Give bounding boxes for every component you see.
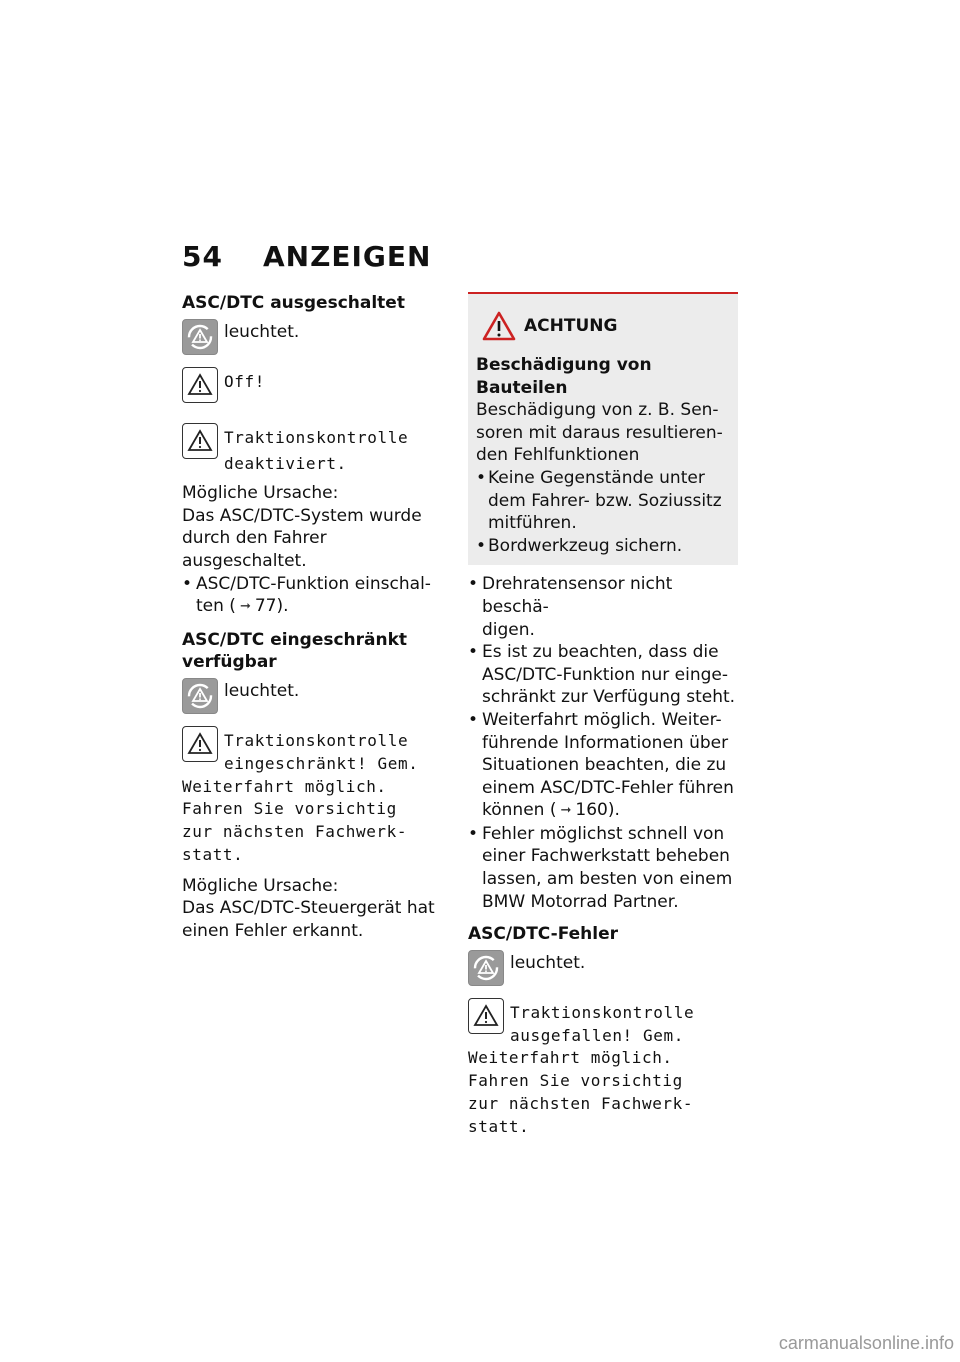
list-item: • Es ist zu beachten, dass die ASC/DTC-Funktion nur einge- schränkt zur Verfügung steht. — [468, 641, 738, 709]
right-column: ACHTUNG Beschädigung von Bauteilen Beschädigung von z. B. Sen- soren mit daraus resultieren- den Fehlfunktionen • Keine Gegenstände unter dem Fahrer- bzw. Soziussitz mitführen. • Bordwerkzeug sichern. • Drehratensensor nicht beschä- digen. • Es ist zu beachten, dass die ASC/DTC-Funktion nur einge- schränkt zur Verfügung steht. • Weiterfahrt möglich. Weiter- führende Informationen über Situationen beachten, die zu einem ASC/DTC-Fehler führen können ( ➞ 160). • Fehler möglichst schnell von einer Fachwerkstatt beheben lassen, am besten von einem BMW Motorrad Partner. ASC/DTC-Fehler leuchtet. Traktionskontrolle ausgefallen! Gem. Weiterfahrt möglich. Fahren Sie vorsichtig zur nächsten Fachwerk- statt. — [468, 292, 738, 1139]
display-row — [182, 423, 452, 477]
page-number: 54 — [182, 240, 223, 273]
display-text-off: Off! — [224, 371, 265, 391]
section-title-asc-off: ASC/DTC ausgeschaltet — [182, 293, 405, 313]
indicator-row — [182, 319, 452, 355]
warning-triangle-icon — [482, 310, 516, 342]
list-item: • Fehler möglichst schnell von einer Fachwerkstatt beheben lassen, am besten von einem BMW Motorrad Partner. — [468, 823, 738, 913]
list-item: • Weiterfahrt möglich. Weiter- führende Informationen über Situationen beachten, die zu einem ASC/DTC-Fehler führen können ( ➞ 160). — [468, 709, 738, 823]
warning-label: ACHTUNG — [524, 316, 618, 336]
list-item: • Bordwerkzeug sichern. — [476, 535, 730, 558]
indicator-row — [182, 678, 452, 714]
left-column: ASC/DTC ausgeschaltet leuchtet. Off! Traktionskontrolle deaktiviert. Mögliche Ursache: Das ASC/DTC-System wurde durch den Fahrer ausgeschaltet. • ASC/DTC-Funktion einschal- ten ( ➞ 77). ASC/DTC eingeschränkt verfügbar leuchtet. Traktionskontrolle eingeschränkt! Gem. Weiterfahrt möglich. Fahren Sie vorsichtig zur nächsten Fachwerk- statt. Mögliche Ursache: Das ASC/DTC-Steuergerät hat einen Fehler erkannt. — [182, 292, 452, 943]
warning-title: Beschädigung von Bauteilen — [476, 355, 652, 398]
page-reference-link[interactable]: 77 — [254, 596, 277, 617]
indicator-row — [468, 950, 738, 986]
bullet-list — [182, 573, 452, 619]
section-title-asc-limited: ASC/DTC eingeschränkt verfügbar — [182, 629, 408, 673]
warning-header — [482, 310, 730, 342]
lamp-text: leuchtet. — [224, 321, 300, 342]
page-reference-link[interactable]: 160 — [575, 800, 608, 821]
asc-dtc-indicator-icon — [182, 678, 218, 714]
lamp-text: leuchtet. — [224, 680, 300, 701]
display-row — [468, 998, 738, 1048]
page-reference-arrow-icon: ➞ — [560, 803, 572, 819]
asc-dtc-indicator-icon — [182, 319, 218, 355]
display-row — [182, 726, 452, 776]
warning-triangle-icon — [182, 726, 218, 762]
display-message: Traktionskontrolle deaktiviert. — [224, 427, 409, 474]
lamp-text: leuchtet. — [510, 952, 586, 973]
chapter-title: ANZEIGEN — [262, 240, 432, 273]
warning-triangle-icon — [182, 367, 218, 403]
cause-label: Mögliche Ursache: — [182, 483, 339, 504]
bullet-list — [468, 573, 738, 913]
warning-triangle-icon — [182, 423, 218, 459]
display-message: Traktionskontrolle eingeschränkt! Gem. — [224, 730, 419, 773]
warning-bullets — [476, 467, 730, 557]
list-item: • ASC/DTC-Funktion einschal- ten ( ➞ 77). — [182, 573, 452, 619]
page-heading — [182, 240, 431, 273]
page-reference-arrow-icon: ➞ — [239, 599, 251, 615]
display-row — [182, 367, 452, 403]
display-message: Traktionskontrolle ausgefallen! Gem. — [510, 1002, 695, 1045]
warning-triangle-icon — [468, 998, 504, 1034]
warning-box: ACHTUNG Beschädigung von Bauteilen Beschädigung von z. B. Sen- soren mit daraus resultieren- den Fehlfunktionen • Keine Gegenstände unter dem Fahrer- bzw. Soziussitz mitführen. • Bordwerkzeug sichern. — [468, 292, 738, 565]
list-item: • Drehratensensor nicht beschä- digen. — [468, 573, 738, 641]
cause-label: Mögliche Ursache: — [182, 875, 339, 896]
watermark[interactable]: carmanualsonline.info — [778, 1333, 954, 1353]
list-item: • Keine Gegenstände unter dem Fahrer- bzw. Soziussitz mitführen. — [476, 467, 730, 535]
asc-dtc-indicator-icon — [468, 950, 504, 986]
section-title-asc-error: ASC/DTC-Fehler — [468, 924, 619, 945]
